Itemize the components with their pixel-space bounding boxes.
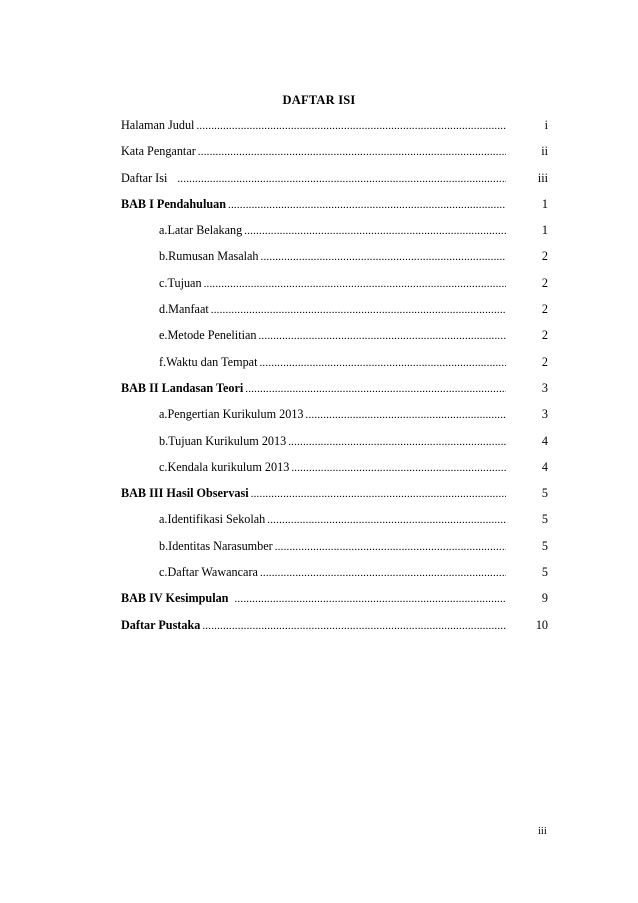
leader-dots	[267, 512, 506, 527]
toc-entry-label: BAB III Hasil Observasi	[121, 486, 249, 501]
toc-entry-page: 9	[541, 591, 548, 606]
toc-subentry	[121, 223, 548, 249]
toc-entry-page: 10	[535, 617, 548, 632]
toc-entry-label: a.Latar Belakang	[159, 223, 243, 238]
toc-entry-page: ii	[541, 144, 548, 159]
toc-subentry	[121, 355, 548, 381]
toc-entry-page: 4	[541, 459, 548, 474]
toc-subentry	[121, 302, 548, 328]
toc-entry-label: Kata Pengantar	[121, 144, 196, 159]
toc-entry	[121, 171, 548, 197]
toc-entry-label: a.Pengertian Kurikulum 2013	[159, 407, 304, 422]
toc-entry-label: a.Identifikasi Sekolah	[159, 512, 266, 527]
toc-entry	[121, 144, 548, 170]
leader-dots	[244, 223, 506, 238]
toc-entry-page: 2	[541, 354, 548, 369]
table-of-contents	[121, 118, 548, 644]
toc-entry-label: d.Manfaat	[159, 302, 209, 317]
leader-dots	[251, 486, 506, 501]
toc-entry-page: 2	[541, 249, 548, 264]
leader-dots	[211, 302, 506, 317]
leader-dots	[245, 381, 506, 396]
toc-entry-label: b.Identitas Narasumber	[159, 538, 273, 553]
toc-entry-page: 5	[541, 486, 548, 501]
leader-dots	[260, 565, 506, 580]
toc-entry-page: 2	[541, 275, 548, 290]
toc-entry-label: c.Tujuan	[159, 275, 202, 290]
toc-subentry	[121, 249, 548, 275]
toc-entry-label: b.Tujuan Kurikulum 2013	[159, 433, 287, 448]
leader-dots	[288, 434, 506, 449]
toc-chapter-entry	[121, 486, 548, 512]
leader-dots	[234, 591, 506, 606]
toc-subentry	[121, 434, 548, 460]
leader-dots	[196, 118, 506, 133]
toc-subentry	[121, 512, 548, 538]
toc-entry-page: 5	[541, 538, 548, 553]
toc-subentry	[121, 328, 548, 354]
toc-entry-page: 5	[541, 565, 548, 580]
toc-entry-page: 3	[541, 380, 548, 395]
leader-dots	[261, 249, 506, 264]
toc-subentry	[121, 276, 548, 302]
toc-entry-label: e.Metode Penelitian	[159, 328, 257, 343]
leader-dots	[258, 328, 506, 343]
toc-subentry	[121, 565, 548, 591]
toc-entry-page: 3	[541, 407, 548, 422]
toc-chapter-entry	[121, 618, 548, 644]
toc-entry-page: 2	[541, 328, 548, 343]
leader-dots	[306, 407, 506, 422]
toc-subentry	[121, 460, 548, 486]
leader-dots	[204, 276, 506, 291]
toc-chapter-entry	[121, 197, 548, 223]
toc-entry-label: c.Daftar Wawancara	[159, 565, 258, 580]
leader-dots	[275, 539, 506, 554]
leader-dots	[259, 355, 506, 370]
leader-dots	[177, 171, 506, 186]
toc-entry	[121, 118, 548, 144]
toc-title: DAFTAR ISI	[282, 93, 356, 107]
leader-dots	[198, 144, 506, 159]
toc-entry-label: f.Waktu dan Tempat	[159, 354, 258, 369]
toc-entry-page: 5	[541, 512, 548, 527]
leader-dots	[228, 197, 506, 212]
toc-entry-label: Halaman Judul	[121, 118, 195, 132]
toc-entry-label: BAB II Landasan Teori	[121, 380, 244, 395]
toc-entry-page: i	[544, 118, 548, 132]
toc-entry-label: Daftar Pustaka	[121, 617, 201, 632]
leader-dots	[291, 460, 506, 475]
page-number: iii	[538, 826, 547, 837]
toc-entry-label: BAB I Pendahuluan	[121, 196, 226, 211]
toc-entry-label: b.Rumusan Masalah	[159, 249, 259, 264]
toc-entry-page: 1	[541, 196, 548, 211]
toc-entry-label: c.Kendala kurikulum 2013	[159, 459, 290, 474]
toc-entry-label: BAB IV Kesimpulan	[121, 591, 229, 606]
toc-entry-label: Daftar Isi	[121, 170, 168, 185]
toc-chapter-entry	[121, 591, 548, 617]
toc-entry-page: 1	[541, 223, 548, 238]
toc-entry-page: 2	[541, 302, 548, 317]
toc-subentry	[121, 539, 548, 565]
toc-chapter-entry	[121, 381, 548, 407]
leader-dots	[202, 618, 506, 633]
toc-entry-page: 4	[541, 433, 548, 448]
toc-entry-page: iii	[537, 170, 548, 185]
toc-subentry	[121, 407, 548, 433]
